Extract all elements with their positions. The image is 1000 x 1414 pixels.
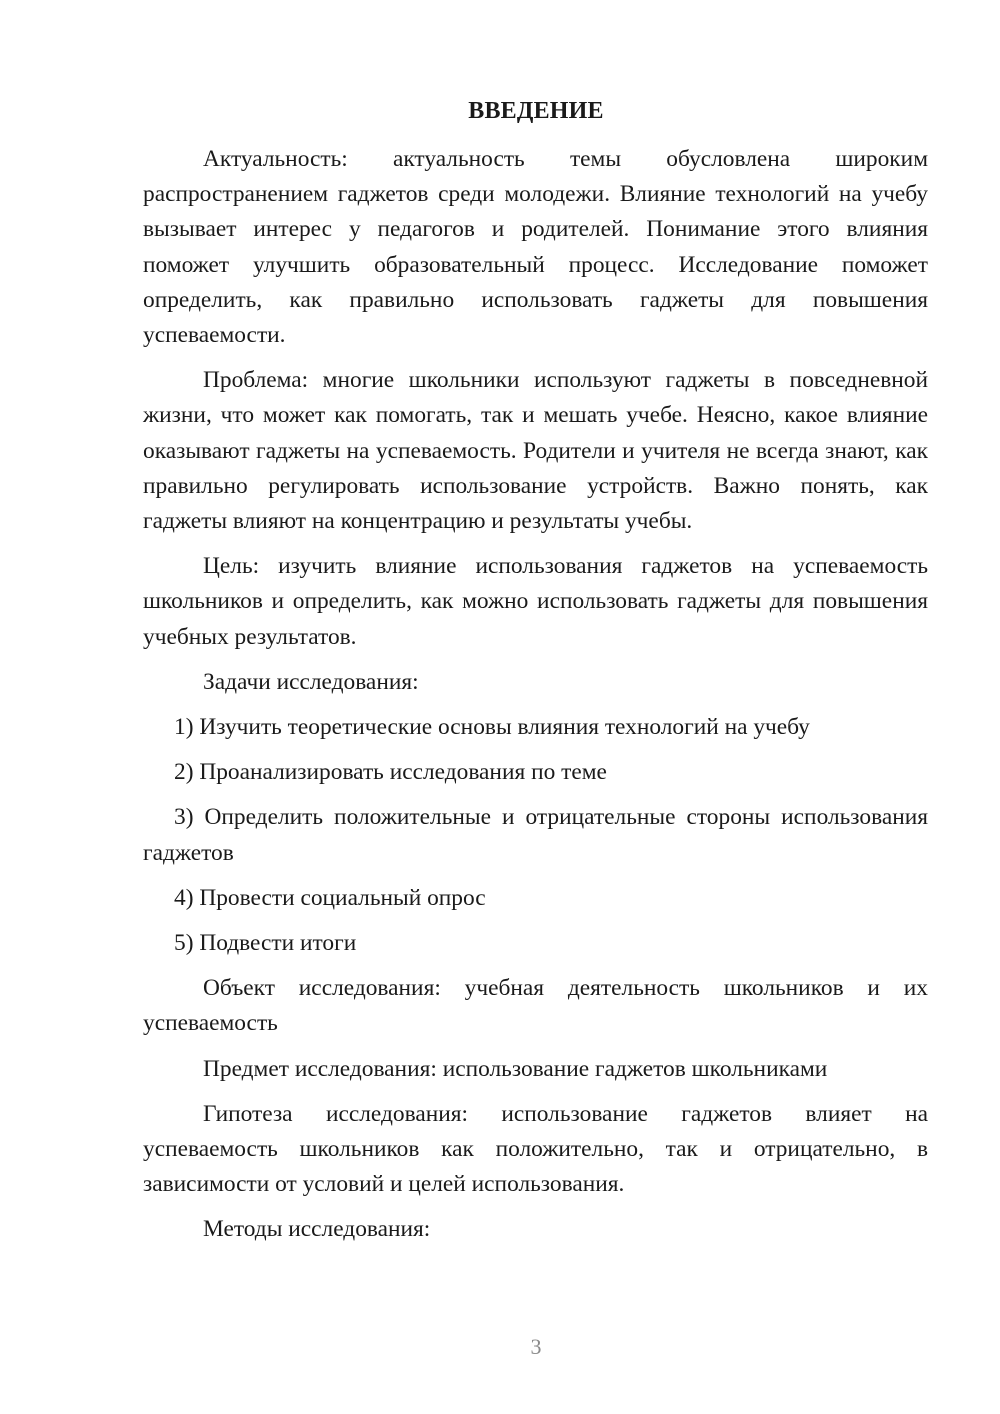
subject-paragraph: Предмет исследования: использование гаджетов школьниками xyxy=(203,1055,828,1082)
document-body xyxy=(143,142,928,1258)
hypothesis-paragraph: Гипотеза исследования: использование гаджетов влияет на успеваемость школьников как положительно, так и отрицательно, в зависимости от условий и целей использования. xyxy=(143,1100,928,1198)
problem-paragraph: Проблема: многие школьники используют гаджеты в повседневной жизни, что может как помогать, так и мешать учебе. Неясно, какое влияние оказывают гаджеты на успеваемость. Родители и учителя не всегда знают, как правильно регулировать использование устройств. Важно понять, как гаджеты влияют на концентрацию и результаты учебы. xyxy=(143,367,928,535)
methods-title: Методы исследования: xyxy=(203,1216,431,1243)
goal-paragraph: Цель: изучить влияние использования гаджетов на успеваемость школьников и определить, как можно использовать гаджеты для повышения учебных результатов. xyxy=(143,553,928,650)
task-item: 2) Проанализировать исследования по теме xyxy=(174,759,607,786)
object-paragraph: Объект исследования: учебная деятельность школьников и их успеваемость xyxy=(143,975,928,1037)
task-item: 4) Провести социальный опрос xyxy=(174,884,486,911)
tasks-title: Задачи исследования: xyxy=(203,668,419,695)
page-number: 3 xyxy=(530,1334,542,1359)
relevance-paragraph: Актуальность: актуальность темы обусловлена широким распространением гаджетов среди молодежи. Влияние технологий на учебу вызывает интерес у педагогов и родителей. Понимание этого влияния поможет улучшить образовательный процесс. Исследование поможет определить, как правильно использовать гаджеты для повышения успеваемости. xyxy=(143,146,928,349)
task-item: 5) Подвести итоги xyxy=(174,930,357,957)
task-item: 3) Определить положительные и отрицательные стороны использования гаджетов xyxy=(143,804,928,866)
section-heading: ВВЕДЕНИЕ xyxy=(468,98,604,124)
task-item: 1) Изучить теоретические основы влияния технологий на учебу xyxy=(174,714,810,741)
